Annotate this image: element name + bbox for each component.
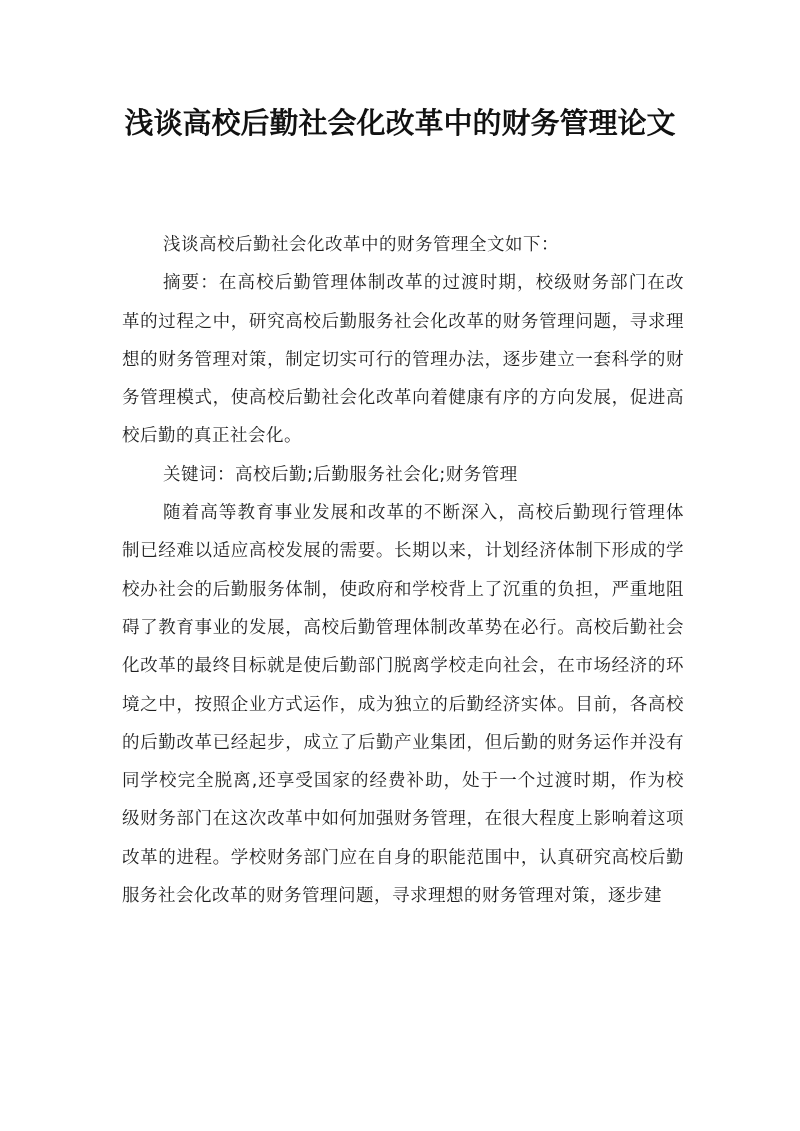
body-paragraph: 随着高等教育事业发展和改革的不断深入，高校后勤现行管理体制已经难以适应高校发展的需要。长期以来，计划经济体制下形成的学校办社会的后勤服务体制，使政府和学校背上了沉重的负担，严重地阻碍了教育事业的发展，高校后勤管理体制改革势在必行。高校后勤社会化改革的最终目标就是使后勤部门脱离学校走向社会，在市场经济的环境之中，按照企业方式运作，成为独立的后勤经济实体。目前，各高校的后勤改革已经起步，成立了后勤产业集团，但后勤的财务运作并没有同学校完全脱离,还享受国家的经费补助，处于一个过渡时期，作为校级财务部门在这次改革中如何加强财务管理，在很大程度上影响着这项改革的进程。学校财务部门应在自身的职能范围中，认真研究高校后勤服务社会化改革的财务管理问题，寻求理想的财务管理对策，逐步建 xyxy=(122,503,684,907)
keywords-paragraph: 关键词：高校后勤;后勤服务社会化;财务管理 xyxy=(163,464,518,485)
abstract-paragraph: 摘要：在高校后勤管理体制改革的过渡时期，校级财务部门在改革的过程之中，研究高校后勤服务社会化改革的财务管理问题，寻求理想的财务管理对策，制定切实可行的管理办法，逐步建立一套科学的财务管理模式，使高校后勤社会化改革向着健康有序的方向发展，促进高校后勤的真正社会化。 xyxy=(122,273,684,447)
document-title: 浅谈高校后勤社会化改革中的财务管理论文 xyxy=(124,106,676,140)
intro-paragraph: 浅谈高校后勤社会化改革中的财务管理全文如下： xyxy=(163,235,559,255)
document-body xyxy=(122,226,684,915)
